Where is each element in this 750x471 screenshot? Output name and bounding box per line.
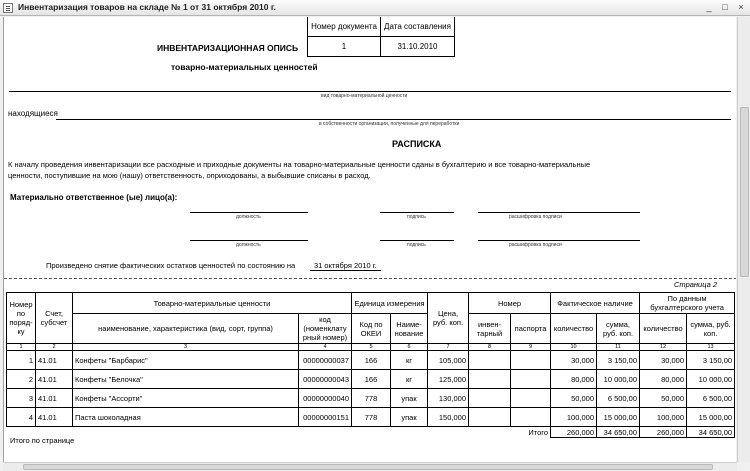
caption-decode-2: расшифровка подписи [509,242,562,248]
row-price: 125,000 [428,370,469,389]
row-code: 00000000043 [299,370,352,389]
located-caption: в собственности организации, полученные для переработки [319,121,460,127]
row-price: 105,000 [428,351,469,370]
kind-caption: вид товарно-материальной ценности [321,93,408,99]
doc-number-label: Номер документа [308,17,381,37]
row-sum: 15 000,00 [597,408,640,427]
col-book-header: По данным бухгалтерского учета [640,293,735,314]
vertical-scrollbar[interactable] [737,17,750,462]
row-inv [469,389,511,408]
row-book-sum: 15 000,00 [687,408,735,427]
col-account-header: Счет, субсчет [36,293,73,344]
total-label: Итого [7,427,551,438]
row-name: Конфеты "Ассорти" [73,389,299,408]
col-number: 6 [391,344,428,351]
row-inv [469,370,511,389]
row-book-qty: 30,000 [640,351,687,370]
col-number: 10 [551,344,597,351]
document-view[interactable] [3,17,736,462]
window-titlebar [0,0,750,16]
horizontal-scrollbar[interactable] [3,462,737,471]
row-account: 41.01 [36,408,73,427]
total-row [7,427,735,438]
col-number: 8 [469,344,511,351]
doc-date-value: 31.10.2010 [381,37,455,57]
row-passport [511,370,551,389]
table-row[interactable] [7,370,735,389]
maximize-button[interactable]: □ [722,2,728,12]
row-code: 00000000040 [299,389,352,408]
col-price-header: Цена, руб. коп. [428,293,469,344]
row-sum: 6 500,00 [597,389,640,408]
total-sum: 34 650,00 [597,427,640,438]
row-price: 150,000 [428,408,469,427]
col-okei-header: Код по ОКЕИ [352,314,391,344]
row-okei: 778 [352,389,391,408]
row-number: 1 [7,351,36,370]
row-number: 2 [7,370,36,389]
col-number: 11 [597,344,640,351]
row-account: 41.01 [36,351,73,370]
receipt-title: РАСПИСКА [392,139,442,149]
doc-title: ИНВЕНТАРИЗАЦИОННАЯ ОПИСЬ [157,43,299,53]
caption-signature-2: подпись [407,242,426,248]
inventory-date: 31 октября 2010 г. [310,261,381,271]
col-unit-header: Единица измерения [352,293,428,314]
caption-signature: подпись [407,214,426,220]
horizontal-scroll-thumb[interactable] [23,464,713,470]
row-qty: 30,000 [551,351,597,370]
col-name-header: наименование, характеристика (вид, сорт, группа) [73,314,299,344]
page-total-label: Итого по странице [10,436,75,445]
doc-date-label: Дата составления [381,17,455,37]
col-passport-header: паспорта [511,314,551,344]
inventory-text: Произведено снятие фактических остатков ценностей по состоянию на [46,261,296,270]
row-name: Конфеты "Барбарис" [73,351,299,370]
window-title: Инвентаризация товаров на складе № 1 от 31 октября 2010 г. [18,2,276,12]
row-account: 41.01 [36,389,73,408]
row-name: Конфеты "Белочка" [73,370,299,389]
doc-subtitle: товарно-материальных ценностей [171,62,318,72]
row-inv [469,351,511,370]
row-code: 00000000151 [299,408,352,427]
col-unit-name-header: Наиме-нование [391,314,428,344]
signature-line [380,212,454,213]
col-number: 9 [511,344,551,351]
receipt-text-1: К началу проведения инвентаризации все расходные и приходные документы на товарно-материальные ценности сданы в бухгалтерию и все товарно-материальные [8,160,591,169]
row-number: 4 [7,408,36,427]
vertical-scroll-thumb[interactable] [740,107,749,277]
col-number: 3 [73,344,299,351]
located-label: находящиеся [8,109,58,118]
col-actual-sum-header: сумма, руб. коп. [597,314,640,344]
inventory-table [6,292,735,438]
col-number: 13 [687,344,735,351]
total-book-qty: 260,000 [640,427,687,438]
row-okei: 166 [352,370,391,389]
document-icon [3,3,13,13]
page-break-line [4,278,736,279]
row-sum: 10 000,00 [597,370,640,389]
row-qty: 100,000 [551,408,597,427]
row-name: Паста шоколадная [73,408,299,427]
minimize-button[interactable]: _ [706,2,712,12]
doc-number-value: 1 [308,37,381,57]
col-book-qty-header: количество [640,314,687,344]
row-book-sum: 10 000,00 [687,370,735,389]
signature-line-2 [380,240,454,241]
located-underline [56,119,731,120]
decode-line [478,212,640,213]
col-inv-header: инвен-тарный [469,314,511,344]
col-number: 2 [36,344,73,351]
col-goods-header: Товарно-материальные ценности [73,293,352,314]
close-button[interactable]: × [738,2,744,12]
row-sum: 3 150,00 [597,351,640,370]
row-okei: 778 [352,408,391,427]
col-code-header: код (номенклату рный номер) [299,314,352,344]
responsible-label: Материально ответственное (ые) лицо(а): [10,193,178,202]
table-row[interactable] [7,351,735,370]
col-num-header: Номер по поряд-ку [7,293,36,344]
row-account: 41.01 [36,370,73,389]
row-passport [511,408,551,427]
page-label: Страница 2 [674,280,718,289]
col-number-header: Номер [469,293,551,314]
col-number: 12 [640,344,687,351]
col-book-sum-header: сумма, руб. коп. [687,314,735,344]
total-qty: 260,000 [551,427,597,438]
col-actual-qty-header: количество [551,314,597,344]
col-number: 5 [352,344,391,351]
row-unit: кг [391,351,428,370]
row-unit: упак [391,389,428,408]
caption-position-2: должность [236,242,261,248]
col-actual-header: Фактическое наличие [551,293,640,314]
position-line [190,212,308,213]
row-book-sum: 3 150,00 [687,351,735,370]
row-unit: кг [391,370,428,389]
col-number: 7 [428,344,469,351]
row-okei: 166 [352,351,391,370]
table-row[interactable] [7,389,735,408]
row-unit: упак [391,408,428,427]
col-number: 4 [299,344,352,351]
table-row[interactable] [7,408,735,427]
row-code: 00000000037 [299,351,352,370]
column-numbers-row [7,344,735,351]
row-book-qty: 100,000 [640,408,687,427]
row-qty: 50,000 [551,389,597,408]
total-book-sum: 34 650,00 [687,427,735,438]
caption-position: должность [236,214,261,220]
row-book-qty: 50,000 [640,389,687,408]
row-inv [469,408,511,427]
col-number: 1 [7,344,36,351]
row-passport [511,389,551,408]
row-book-qty: 80,000 [640,370,687,389]
receipt-text-2: ценности, поступившие на мою (нашу) ответственность, оприходованы, а выбывшие списаны в расход. [8,171,371,180]
caption-decode: расшифровка подписи [509,214,562,220]
kind-underline [9,91,731,92]
row-qty: 80,000 [551,370,597,389]
position-line-2 [190,240,308,241]
row-passport [511,351,551,370]
decode-line-2 [478,240,640,241]
row-price: 130,000 [428,389,469,408]
row-book-sum: 6 500,00 [687,389,735,408]
document-number-table [307,17,455,57]
row-number: 3 [7,389,36,408]
